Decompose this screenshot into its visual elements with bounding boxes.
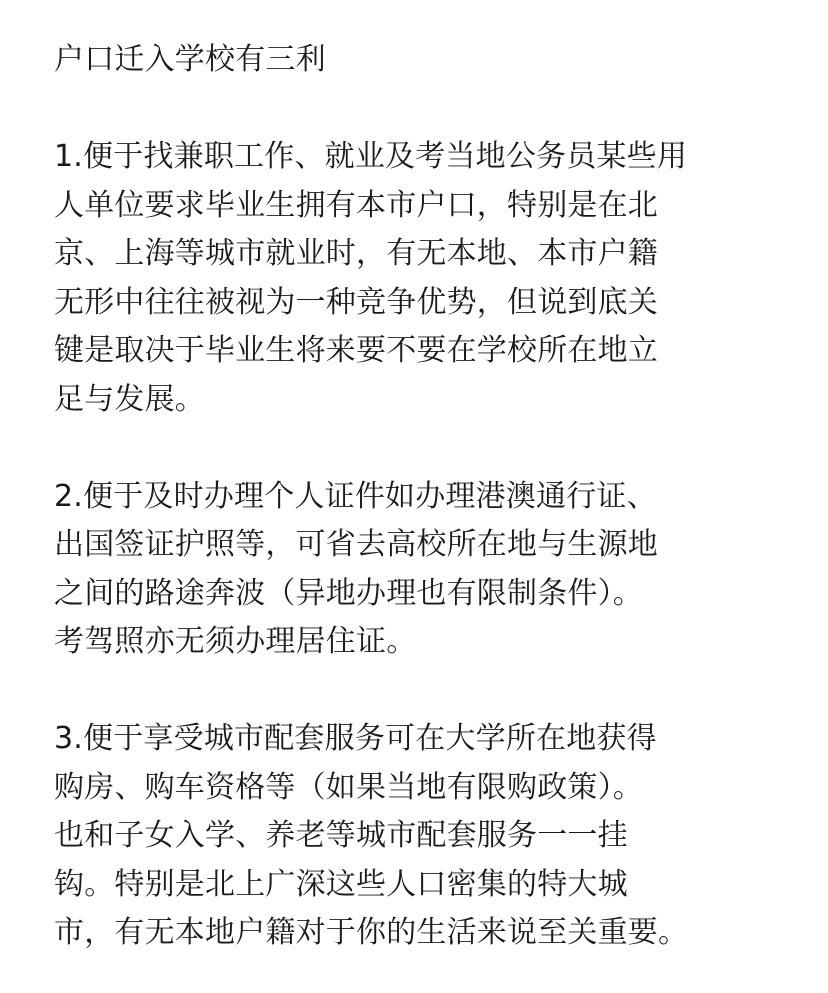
spacer <box>54 424 784 473</box>
spacer <box>54 667 784 716</box>
paragraph-line: 考驾照亦无须办理居住证。 <box>54 624 417 659</box>
paragraph-line: 京、上海等城市就业时，有无本地、本市户籍 <box>54 236 658 271</box>
spacer <box>54 85 784 134</box>
paragraph-3 <box>54 715 784 958</box>
paragraph-line: 之间的路途奔波（异地办理也有限制条件）。 <box>54 575 643 611</box>
paragraph-line: 人单位要求毕业生拥有本市户口，特别是在北 <box>54 187 658 223</box>
paragraph-line: 2.便于及时办理个人证件如办理港澳通行证、 <box>54 478 657 514</box>
paragraph-2 <box>54 473 784 667</box>
article-title: 户口迁入学校有三利 <box>54 42 326 77</box>
paragraph-line: 键是取决于毕业生将来要不要在学校所在地立 <box>54 333 658 368</box>
paragraph-line: 也和子女入学、养老等城市配套服务一一挂 <box>54 818 628 853</box>
paragraph-1 <box>54 133 784 424</box>
paragraph-line: 出国签证护照等，可省去高校所在地与生源地 <box>54 527 658 562</box>
paragraph-line: 足与发展。 <box>54 381 205 417</box>
article <box>54 36 784 958</box>
paragraph-line: 购房、购车资格等（如果当地有限购政策）。 <box>54 769 643 805</box>
paragraph-line: 1.便于找兼职工作、就业及考当地公务员某些用 <box>54 139 688 174</box>
paragraph-line: 3.便于享受城市配套服务可在大学所在地获得 <box>54 721 657 756</box>
paragraph-line: 无形中往往被视为一种竞争优势，但说到底关 <box>54 284 658 320</box>
paragraph-line: 市，有无本地户籍对于你的生活来说至关重要。 <box>54 915 689 950</box>
paragraph-line: 钩。特别是北上广深这些人口密集的特大城 <box>54 866 628 902</box>
